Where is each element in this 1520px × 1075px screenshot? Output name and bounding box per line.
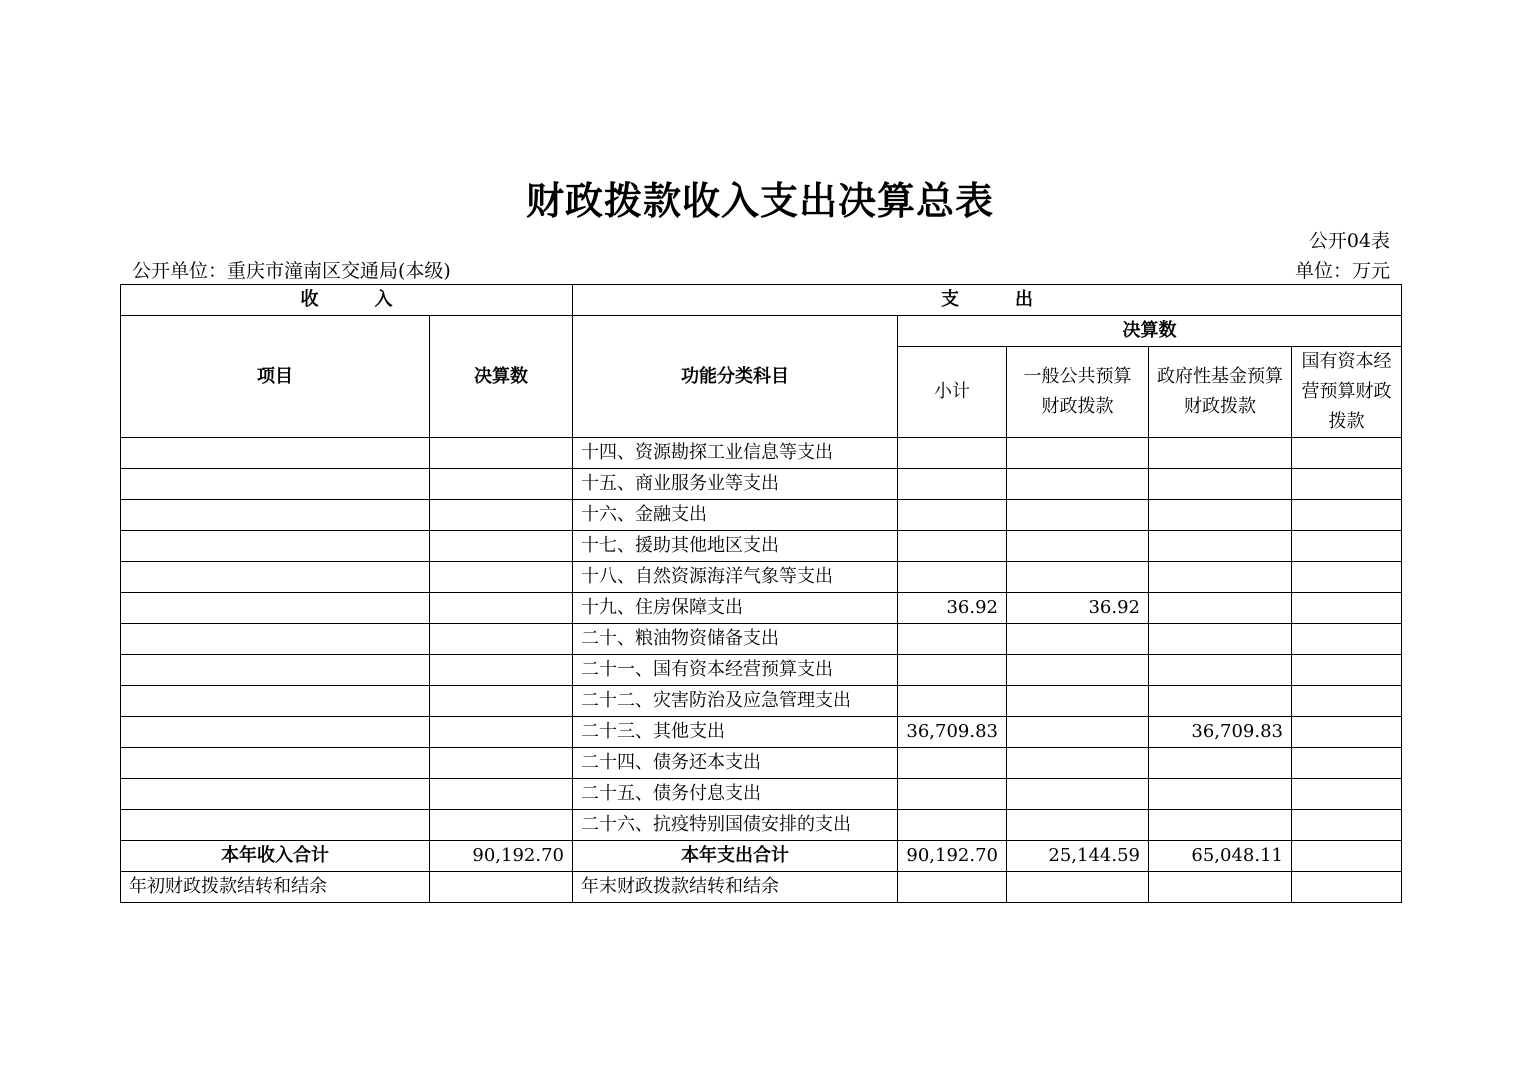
gov-fund-cell — [1149, 624, 1292, 655]
table-row — [121, 717, 1402, 748]
table-row — [121, 438, 1402, 469]
reporting-unit: 公开单位：重庆市潼南区交通局(本级) — [132, 260, 451, 282]
category-cell: 十六、金融支出 — [573, 500, 898, 531]
general-budget-cell — [1007, 655, 1149, 686]
income-header: 收 入 — [121, 285, 573, 316]
income-item-cell — [121, 562, 430, 593]
income-item-cell — [121, 748, 430, 779]
closing-balance-label: 年末财政拨款结转和结余 — [573, 872, 898, 903]
general-budget-cell — [1007, 779, 1149, 810]
subtotal-cell — [898, 562, 1007, 593]
income-amount-cell — [430, 748, 573, 779]
income-amount-cell — [430, 500, 573, 531]
total-gov-fund: 65,048.11 — [1149, 841, 1292, 872]
table-row — [121, 779, 1402, 810]
general-budget-header: 一般公共预算财政拨款 — [1007, 347, 1149, 438]
table-row — [121, 531, 1402, 562]
category-header: 功能分类科目 — [573, 316, 898, 438]
state-capital-cell — [1292, 686, 1402, 717]
general-budget-cell — [1007, 748, 1149, 779]
state-capital-cell — [1292, 593, 1402, 624]
general-budget-cell — [1007, 624, 1149, 655]
income-amount-cell — [430, 810, 573, 841]
category-cell: 十五、商业服务业等支出 — [573, 469, 898, 500]
general-budget-cell — [1007, 810, 1149, 841]
gov-fund-cell — [1149, 562, 1292, 593]
income-amount-cell — [430, 531, 573, 562]
gov-fund-cell — [1149, 779, 1292, 810]
subtotal-header: 小计 — [898, 347, 1007, 438]
page-title: 财政拨款收入支出决算总表 — [525, 178, 994, 223]
income-amount-cell — [430, 779, 573, 810]
general-budget-cell — [1007, 531, 1149, 562]
total-subtotal: 90,192.70 — [898, 841, 1007, 872]
subtotal-cell — [898, 655, 1007, 686]
category-cell: 二十六、抗疫特别国债安排的支出 — [573, 810, 898, 841]
expense-total-label: 本年支出合计 — [573, 841, 898, 872]
subtotal-cell: 36.92 — [898, 593, 1007, 624]
general-budget-cell: 36.92 — [1007, 593, 1149, 624]
state-capital-cell — [1292, 624, 1402, 655]
subtotal-cell: 36,709.83 — [898, 717, 1007, 748]
subtotal-cell — [898, 810, 1007, 841]
income-item-cell — [121, 655, 430, 686]
income-item-cell — [121, 593, 430, 624]
general-budget-cell — [1007, 500, 1149, 531]
income-amount-cell — [430, 624, 573, 655]
income-amount-cell — [430, 717, 573, 748]
state-capital-cell — [1292, 717, 1402, 748]
category-cell: 二十五、债务付息支出 — [573, 779, 898, 810]
income-item-cell — [121, 810, 430, 841]
table-row — [121, 686, 1402, 717]
state-capital-cell — [1292, 500, 1402, 531]
state-capital-cell — [1292, 748, 1402, 779]
state-capital-header: 国有资本经营预算财政拨款 — [1292, 347, 1402, 438]
total-state-capital — [1292, 841, 1402, 872]
general-budget-cell — [1007, 562, 1149, 593]
category-cell: 十八、自然资源海洋气象等支出 — [573, 562, 898, 593]
category-cell: 二十、粮油物资储备支出 — [573, 624, 898, 655]
balance-row — [121, 872, 1402, 903]
general-budget-cell — [1007, 469, 1149, 500]
table-row — [121, 562, 1402, 593]
subtotal-cell — [898, 500, 1007, 531]
income-amount-cell — [430, 655, 573, 686]
income-amount-cell — [430, 593, 573, 624]
final-amount-header: 决算数 — [898, 316, 1402, 347]
income-amount-header: 决算数 — [430, 316, 573, 438]
income-amount-cell — [430, 469, 573, 500]
gov-fund-cell — [1149, 655, 1292, 686]
state-capital-cell — [1292, 655, 1402, 686]
gov-fund-cell — [1149, 686, 1292, 717]
budget-table — [120, 284, 1402, 903]
subtotal-cell — [898, 779, 1007, 810]
table-row — [121, 748, 1402, 779]
income-item-cell — [121, 531, 430, 562]
state-capital-cell — [1292, 469, 1402, 500]
general-budget-cell — [1007, 686, 1149, 717]
gov-fund-cell — [1149, 438, 1292, 469]
state-capital-cell — [1292, 531, 1402, 562]
item-header: 项目 — [121, 316, 430, 438]
table-row — [121, 593, 1402, 624]
category-cell: 二十四、债务还本支出 — [573, 748, 898, 779]
gov-fund-header: 政府性基金预算财政拨款 — [1149, 347, 1292, 438]
table-row — [121, 469, 1402, 500]
closing-general-budget — [1007, 872, 1149, 903]
gov-fund-cell — [1149, 469, 1292, 500]
table-row — [121, 624, 1402, 655]
income-amount-cell — [430, 562, 573, 593]
category-cell: 十七、援助其他地区支出 — [573, 531, 898, 562]
gov-fund-cell — [1149, 531, 1292, 562]
general-budget-cell — [1007, 438, 1149, 469]
income-amount-cell — [430, 438, 573, 469]
category-cell: 十四、资源勘探工业信息等支出 — [573, 438, 898, 469]
opening-balance-label: 年初财政拨款结转和结余 — [121, 872, 430, 903]
income-total-label: 本年收入合计 — [121, 841, 430, 872]
category-cell: 二十三、其他支出 — [573, 717, 898, 748]
gov-fund-cell — [1149, 748, 1292, 779]
income-total-amount: 90,192.70 — [430, 841, 573, 872]
subtotal-cell — [898, 469, 1007, 500]
subtotal-cell — [898, 624, 1007, 655]
closing-subtotal — [898, 872, 1007, 903]
total-row — [121, 841, 1402, 872]
opening-balance-amount — [430, 872, 573, 903]
income-item-cell — [121, 624, 430, 655]
category-cell: 二十二、灾害防治及应急管理支出 — [573, 686, 898, 717]
general-budget-cell — [1007, 717, 1149, 748]
table-row — [121, 810, 1402, 841]
header-row-1 — [121, 285, 1402, 316]
income-item-cell — [121, 686, 430, 717]
income-item-cell — [121, 500, 430, 531]
total-general-budget: 25,144.59 — [1007, 841, 1149, 872]
header-row-2 — [121, 316, 1402, 347]
table-row — [121, 500, 1402, 531]
income-item-cell — [121, 717, 430, 748]
expense-header: 支 出 — [573, 285, 1402, 316]
gov-fund-cell — [1149, 500, 1292, 531]
income-item-cell — [121, 469, 430, 500]
table-row — [121, 655, 1402, 686]
income-item-cell — [121, 438, 430, 469]
category-cell: 二十一、国有资本经营预算支出 — [573, 655, 898, 686]
category-cell: 十九、住房保障支出 — [573, 593, 898, 624]
income-amount-cell — [430, 686, 573, 717]
closing-state-capital — [1292, 872, 1402, 903]
subtotal-cell — [898, 531, 1007, 562]
gov-fund-cell — [1149, 593, 1292, 624]
gov-fund-cell: 36,709.83 — [1149, 717, 1292, 748]
form-number: 公开04表 — [1308, 230, 1390, 252]
income-item-cell — [121, 779, 430, 810]
subtotal-cell — [898, 686, 1007, 717]
state-capital-cell — [1292, 562, 1402, 593]
currency-unit: 单位：万元 — [1294, 260, 1390, 282]
state-capital-cell — [1292, 810, 1402, 841]
gov-fund-cell — [1149, 810, 1292, 841]
subtotal-cell — [898, 748, 1007, 779]
state-capital-cell — [1292, 438, 1402, 469]
subtotal-cell — [898, 438, 1007, 469]
closing-gov-fund — [1149, 872, 1292, 903]
state-capital-cell — [1292, 779, 1402, 810]
